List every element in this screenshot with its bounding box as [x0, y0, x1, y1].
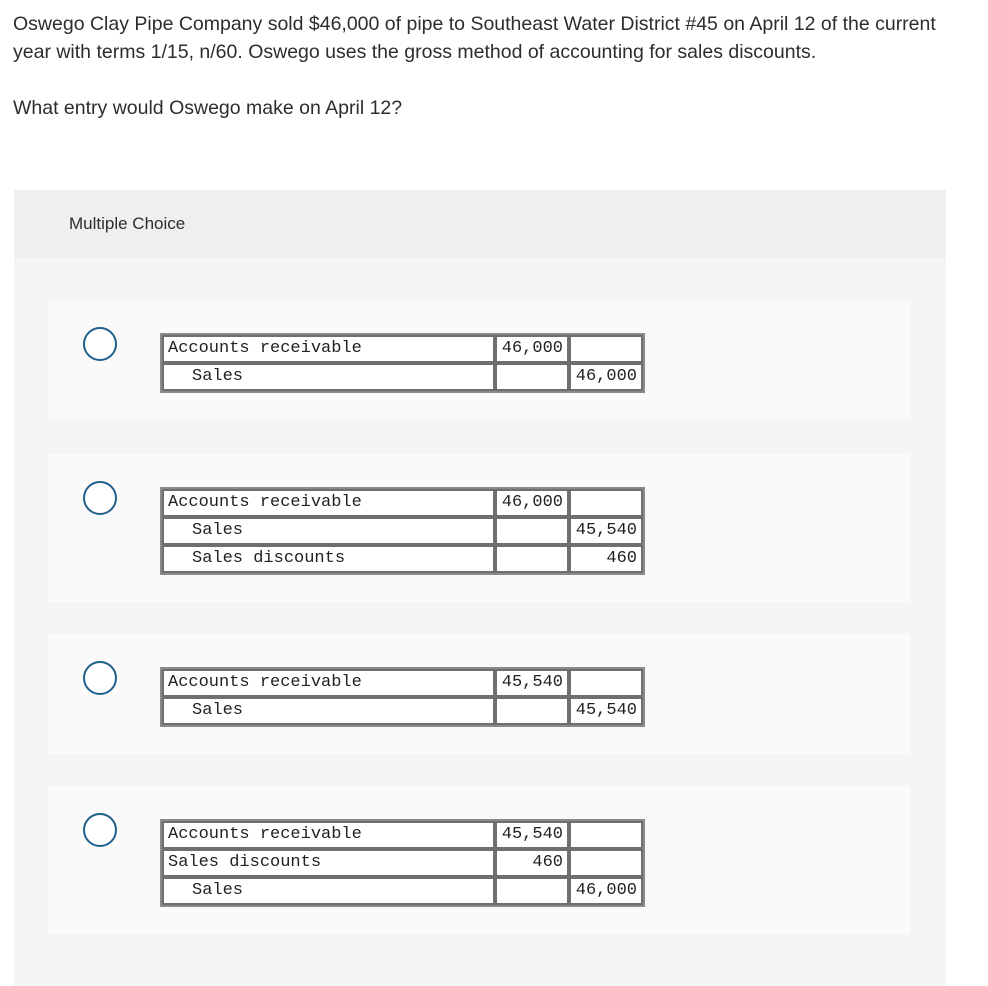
debit-cell: 46,000 — [495, 335, 569, 363]
journal-entry-table — [160, 819, 645, 907]
radio-button-option-4[interactable] — [83, 813, 117, 847]
debit-cell — [495, 545, 569, 573]
credit-cell: 460 — [569, 545, 643, 573]
account-cell: Accounts receivable — [162, 821, 495, 849]
account-cell: Sales — [162, 697, 495, 725]
radio-button-option-1[interactable] — [83, 327, 117, 361]
account-cell: Sales — [162, 877, 495, 905]
multiple-choice-panel — [14, 190, 946, 986]
choice-option-1[interactable] — [48, 300, 910, 420]
journal-entry-table — [160, 667, 645, 727]
credit-cell: 46,000 — [569, 877, 643, 905]
journal-entry-table — [160, 333, 645, 393]
multiple-choice-header — [14, 190, 946, 258]
table-row — [162, 821, 643, 849]
credit-cell: 45,540 — [569, 517, 643, 545]
debit-cell — [495, 363, 569, 391]
credit-cell — [569, 335, 643, 363]
account-cell: Accounts receivable — [162, 335, 495, 363]
debit-cell: 45,540 — [495, 669, 569, 697]
debit-cell — [495, 877, 569, 905]
table-row — [162, 489, 643, 517]
debit-cell — [495, 517, 569, 545]
table-row — [162, 335, 643, 363]
journal-entry-table — [160, 487, 645, 575]
table-row — [162, 669, 643, 697]
choice-option-2[interactable] — [48, 454, 910, 602]
account-cell: Accounts receivable — [162, 489, 495, 517]
question-prompt: What entry would Oswego make on April 12? — [13, 97, 403, 119]
debit-cell: 460 — [495, 849, 569, 877]
account-cell: Sales discounts — [162, 545, 495, 573]
debit-cell: 46,000 — [495, 489, 569, 517]
question-text: Oswego Clay Pipe Company sold $46,000 of pipe to Southeast Water District #45 on April 12 of the current year with terms 1/15, n/60. Oswego uses the gross method of accounting for sales discounts. — [13, 13, 936, 63]
table-row — [162, 545, 643, 573]
account-cell: Sales — [162, 517, 495, 545]
table-row — [162, 697, 643, 725]
choice-option-3[interactable] — [48, 634, 910, 754]
credit-cell — [569, 821, 643, 849]
radio-button-option-2[interactable] — [83, 481, 117, 515]
question-text-block — [13, 10, 973, 122]
radio-button-option-3[interactable] — [83, 661, 117, 695]
credit-cell: 46,000 — [569, 363, 643, 391]
credit-cell: 45,540 — [569, 697, 643, 725]
debit-cell — [495, 697, 569, 725]
credit-cell — [569, 849, 643, 877]
table-row — [162, 849, 643, 877]
table-row — [162, 517, 643, 545]
table-row — [162, 877, 643, 905]
choice-option-4[interactable] — [48, 786, 910, 934]
table-row — [162, 363, 643, 391]
debit-cell: 45,540 — [495, 821, 569, 849]
credit-cell — [569, 669, 643, 697]
multiple-choice-label: Multiple Choice — [69, 214, 186, 233]
account-cell: Sales — [162, 363, 495, 391]
credit-cell — [569, 489, 643, 517]
account-cell: Accounts receivable — [162, 669, 495, 697]
account-cell: Sales discounts — [162, 849, 495, 877]
